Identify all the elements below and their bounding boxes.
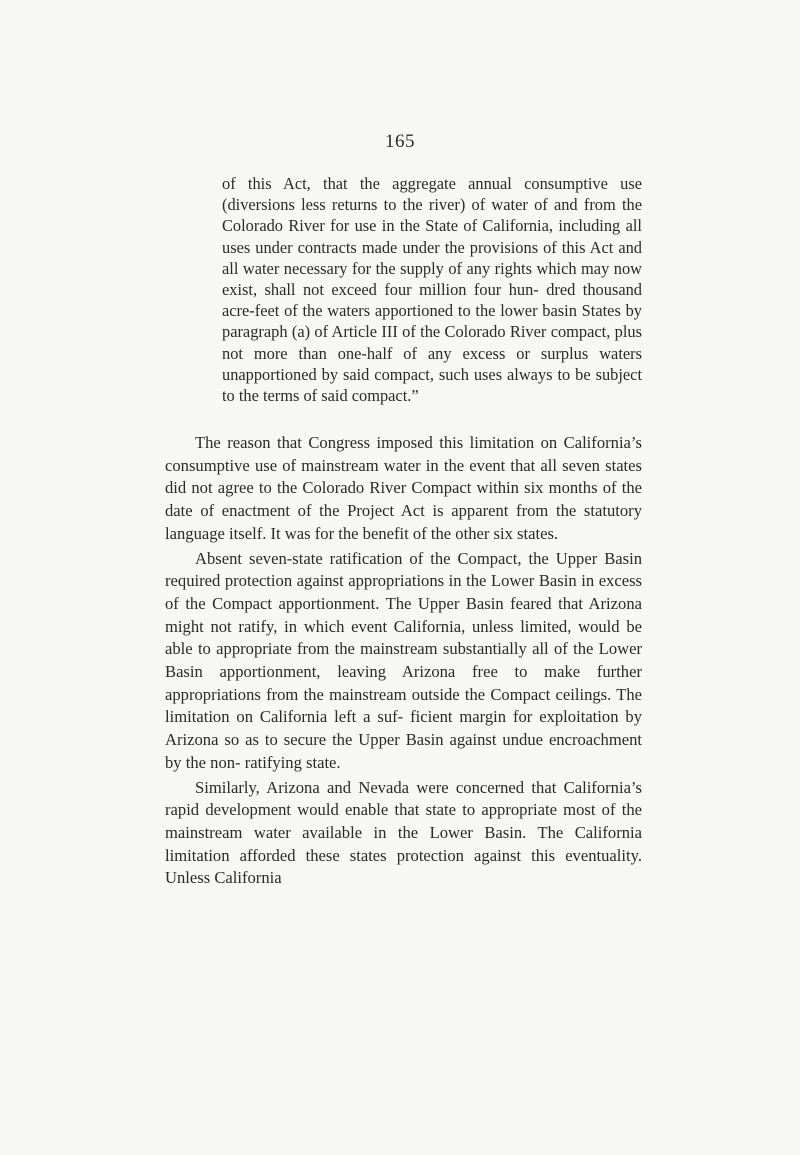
block-quote	[222, 173, 642, 406]
paragraph-2: Absent seven-state ratification of the Compact, the Upper Basin required protection against appropriations in the Lower Basin in excess of the Compact apportionment. The Upper Basin feared that Arizona might not ratify, in which event California, unless limited, would be able to appropriate from the mainstream substantially all of the Lower Basin apportionment, leaving Arizona free to make further appropriations from the mainstream outside the Compact ceilings. The limitation on California left a suf- ficient margin for exploitation by Arizona so as to secure the Upper Basin against undue encroachment by the non- ratifying state.	[165, 548, 642, 772]
paragraph-3: Similarly, Arizona and Nevada were concerned that California’s rapid development would enable that state to appropriate most of the mainstream water available in the Lower Basin. The California limitation afforded these states protection against this eventuality. Unless California	[165, 777, 642, 888]
quote-paragraph: of this Act, that the aggregate annual consumptive use (diversions less returns to the river) of water of and from the Colorado River for use in the State of California, including all uses under contracts made under the provisions of this Act and all water necessary for the supply of any rights which may now exist, shall not exceed four million four hun- dred thousand acre-feet of the waters apportioned to the lower basin States by paragraph (a) of Article III of the Colorado River compact, plus not more than one-half of any excess or surplus waters unapportioned by said compact, such uses always to be subject to the terms of said compact.”	[222, 174, 642, 406]
body-text	[165, 432, 642, 892]
paragraph-1: The reason that Congress imposed this limitation on California’s consumptive use of mainstream water in the event that all seven states did not agree to the Colorado River Compact within six months of the date of enactment of the Project Act is apparent from the statutory language itself. It was for the benefit of the other six states.	[165, 433, 642, 543]
page-number: 165	[385, 131, 415, 152]
